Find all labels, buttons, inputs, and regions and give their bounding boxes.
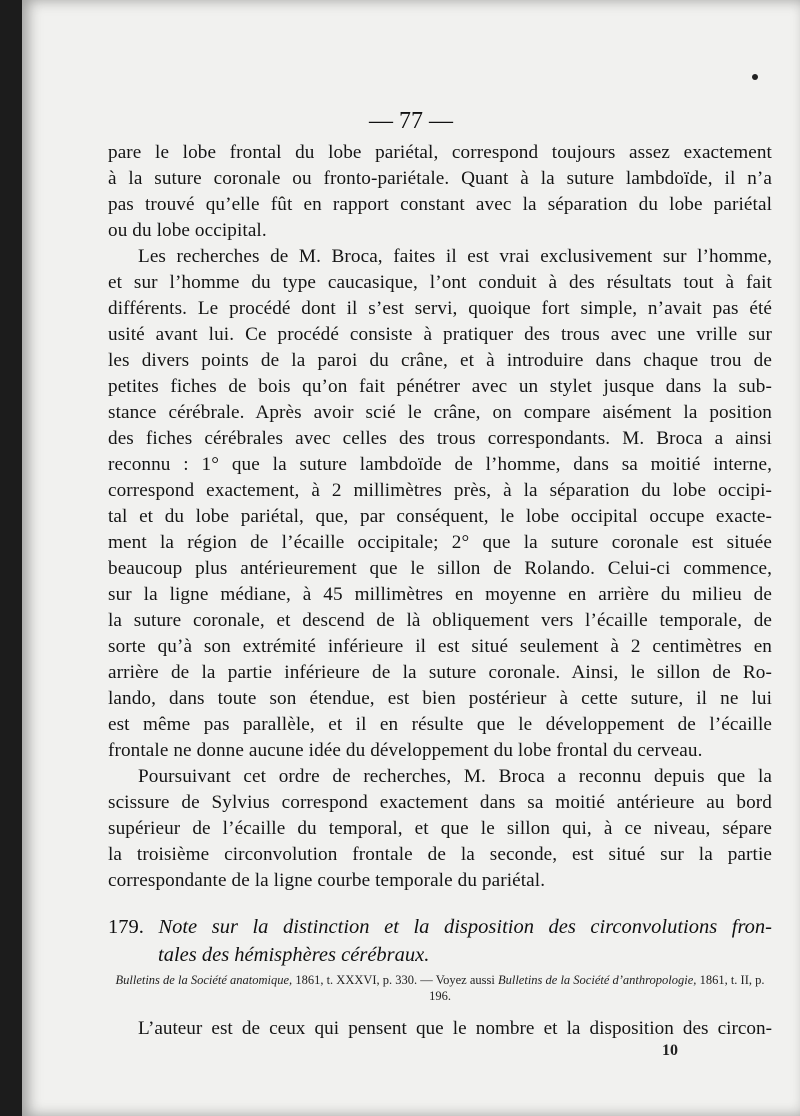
- body-line: frontale ne donne aucune idée du développement du lobe frontal du cerveau.: [108, 740, 703, 761]
- section-heading: [108, 913, 772, 969]
- final-paragraph-line: L’auteur est de ceux qui pensent que le nombre et la disposition des circon-: [138, 1018, 772, 1039]
- body-line: beaucoup plus antérieurement que le sillon de Rolando. Celui-ci commence,: [108, 558, 772, 579]
- body-line: arrière de la partie inférieure de la suture coronale. Ainsi, le sillon de Ro-: [108, 662, 772, 683]
- body-line: pare le lobe frontal du lobe pariétal, correspond toujours assez exactement: [108, 142, 772, 163]
- body-line: stance cérébrale. Après avoir scié le crâne, on compare aisément la position: [108, 402, 772, 423]
- body-line: sur la ligne médiane, à 45 millimètres en moyenne en arrière du milieu de: [108, 584, 772, 605]
- body-line: à la suture coronale ou fronto-pariétale. Quant à la suture lambdoïde, il n’a: [108, 168, 772, 189]
- biblio-details-2: 1861, t. II, p. 196.: [429, 973, 765, 1003]
- ink-dot: [752, 74, 758, 80]
- biblio-journal-1: Bulletins de la Société anatomique,: [115, 973, 293, 987]
- body-line: correspondante de la ligne courbe temporale du pariétal.: [108, 870, 546, 891]
- body-line: supérieur de l’écaille du temporal, et que le sillon qui, à ce niveau, sépare: [108, 818, 772, 839]
- body-line: scissure de Sylvius correspond exactement dans sa moitié antérieure au bord: [108, 792, 772, 813]
- body-line: les divers points de la paroi du crâne, et à introduire dans chaque trou de: [108, 350, 772, 371]
- biblio-journal-2: Bulletins de la Société d’anthropologie,: [497, 973, 697, 987]
- bibliography-reference: [108, 972, 772, 1004]
- body-line: des fiches cérébrales avec celles des trous correspondants. M. Broca a ainsi: [108, 428, 772, 449]
- body-line: lando, dans toute son étendue, est bien postérieur à cette suture, il ne lui: [108, 688, 772, 709]
- body-text: [108, 140, 772, 894]
- signature-mark: 10: [662, 1042, 678, 1059]
- body-line: ou du lobe occipital.: [108, 220, 267, 241]
- body-line: reconnu : 1° que la suture lambdoïde de l’homme, dans sa moitié interne,: [108, 454, 772, 475]
- section-number: 179.: [108, 916, 144, 938]
- page-number: — 77 —: [369, 108, 453, 134]
- body-line: est même pas parallèle, et il en résulte que le développement de l’écaille: [108, 714, 772, 735]
- body-line: tal et du lobe pariétal, que, par conséquent, le lobe occipital occupe exacte-: [108, 506, 772, 527]
- page: [22, 0, 800, 1116]
- section-title-line1: Note sur la distinction et la disposition des circonvolutions fron-: [158, 916, 772, 938]
- body-line: usité avant lui. Ce procédé consiste à pratiquer des trous avec une vrille sur: [108, 324, 772, 345]
- body-line: Les recherches de M. Broca, faites il est vrai exclusivement sur l’homme,: [138, 246, 772, 267]
- body-line: et sur l’homme du type caucasique, l’ont conduit à des résultats tout à fait: [108, 272, 772, 293]
- biblio-details-1: 1861, t. XXXVI, p. 330. — Voyez aussi: [292, 973, 498, 987]
- section-title-line2: tales des hémisphères cérébraux.: [158, 944, 430, 966]
- body-line: la troisième circonvolution frontale de la seconde, est situé sur la partie: [108, 844, 772, 865]
- body-line: différents. Le procédé dont il s’est servi, quoique fort simple, n’avait pas été: [108, 298, 772, 319]
- body-line: ment la région de l’écaille occipitale; 2° que la suture coronale est située: [108, 532, 772, 553]
- body-line: petites fiches de bois qu’on fait pénétrer avec un stylet jusque dans la sub-: [108, 376, 772, 397]
- body-line: sorte qu’à son extrémité inférieure il est situé seulement à 2 centimètres en: [108, 636, 772, 657]
- body-line: la suture coronale, et descend de là obliquement vers l’écaille temporale, de: [108, 610, 772, 631]
- body-line: correspond exactement, à 2 millimètres près, à la séparation du lobe occipi-: [108, 480, 772, 501]
- body-line: Poursuivant cet ordre de recherches, M. Broca a reconnu depuis que la: [138, 766, 772, 787]
- body-line: pas trouvé qu’elle fût en rapport constant avec la séparation du lobe pariétal: [108, 194, 772, 215]
